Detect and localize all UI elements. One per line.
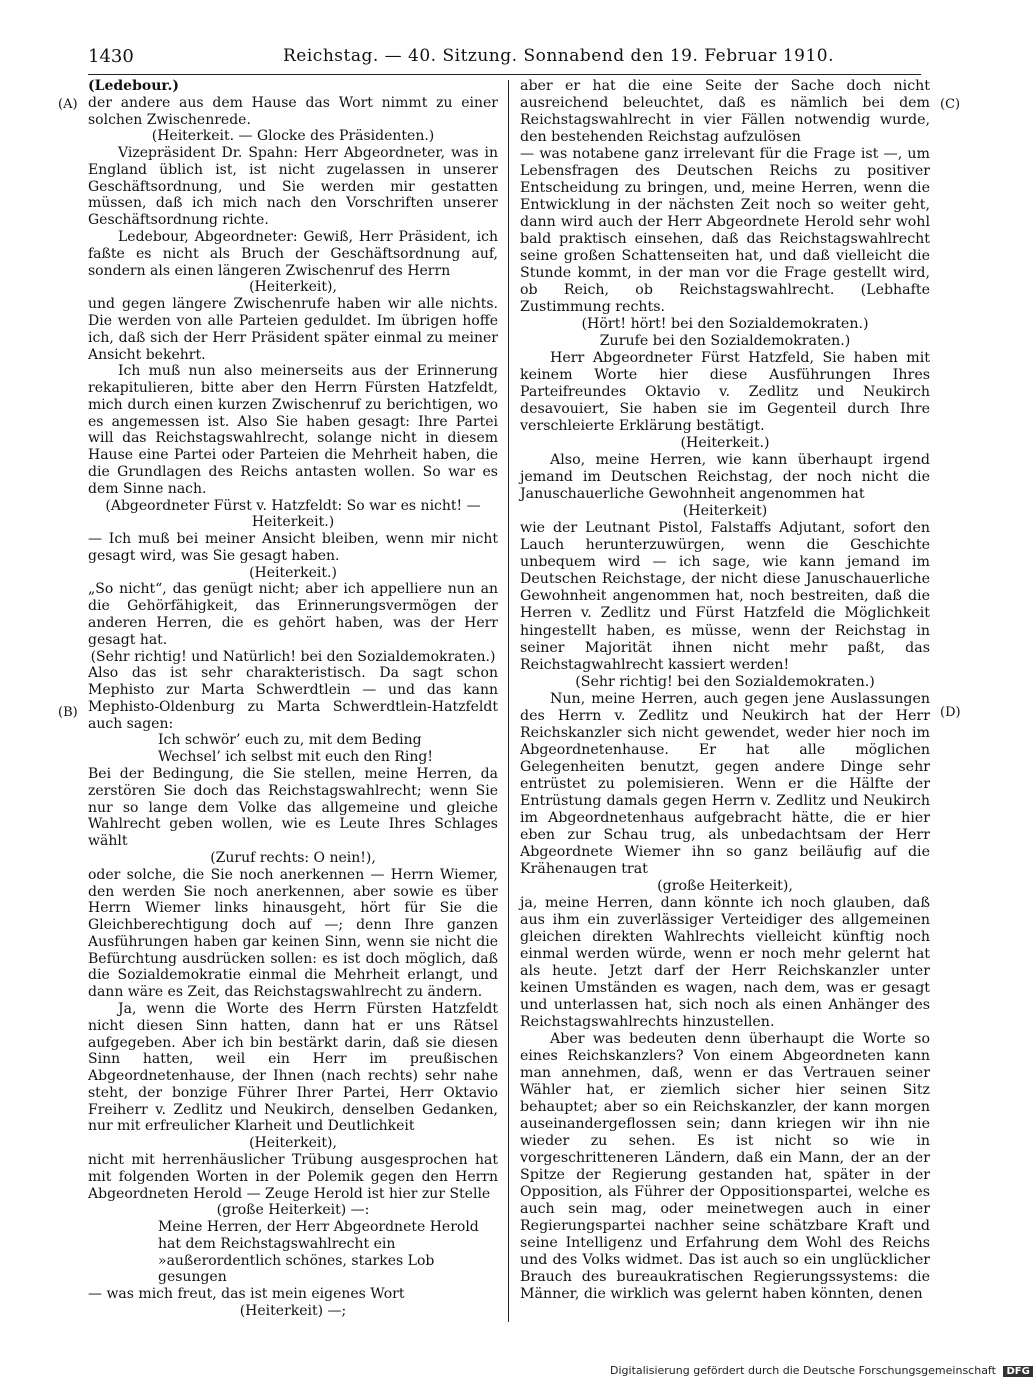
paragraph: — was notabene ganz irrelevant für die Frage ist —, um Lebensfragen des Deutschen Reichs zu positiver Entscheidung zu bringen, und, meine Herren, wenn die Entwicklung in der nächsten Zeit noch so weiter geht, dann wird auch der Herr Abgeordnete Herold sehr wohl bald praktisch einsehen, daß das Reichstagswahlrecht seine großen Schattenseiten hat, und daß vielleicht die Stunde kommt, in der man vor die Frage gestellt wird, ob Reich, ob Reichstagswahlrecht. (Lebhafte Zustimmung rechts.: [520, 146, 930, 316]
paragraph: ja, meine Herren, dann könnte ich noch glauben, daß aus ihm ein zuverlässiger Verteidiger des allgemeinen gleichen direkten Wahlrechts vielleicht künftig noch einmal werden würde, wenn er noch mehr gelernt hat als heute. Jetzt darf der Herr Reichskanzler unter keinen Umständen es wagen, nach dem, was er gesagt und unterlassen hat, sich noch als einen Anhänger des Reichstagswahlrechts hinzustellen.: [520, 894, 930, 1030]
paragraph: (Heiterkeit. — Glocke des Präsidenten.): [151, 128, 435, 145]
paragraph: (Ledebour.): [88, 78, 179, 94]
paragraph: (Heiterkeit) —;: [239, 1303, 347, 1320]
right-column: [520, 78, 930, 1303]
paragraph: und gegen längere Zwischenrufe haben wir alle nichts. Die werden von alle Parteien geduldet. Im übrigen hoffe ich, daß sich der Herr Präsident später einmal zu meiner Ansicht bekehrt.: [88, 296, 498, 363]
paragraph: Ledebour, Abgeordneter: Gewiß, Herr Präsident, ich faßte es nicht als Bruch der Geschäftsordnung auf, sondern als einen längeren Zwischenruf des Herrn: [88, 229, 498, 279]
margin-marker-c: (C): [940, 97, 961, 112]
margin-marker-a: (A): [58, 97, 78, 112]
paragraph: (Sehr richtig! und Natürlich! bei den Sozialdemokraten.): [90, 648, 496, 665]
paragraph: (Heiterkeit): [682, 503, 768, 520]
page-header: [88, 46, 920, 72]
paragraph: (Heiterkeit.): [249, 564, 337, 581]
column-divider: [508, 80, 509, 1322]
paragraph: (große Heiterkeit) —:: [216, 1202, 370, 1219]
paragraph: Ja, wenn die Worte des Herrn Fürsten Hatzfeldt nicht diesen Sinn hatten, dann hat er uns Rätsel aufgegeben. Aber ich bin bestärkt darin, daß sie diesen Sinn hatten, weil ein Herr im preußischen Abgeordnetenhause, der Ihnen (nach rechts) sehr nahe steht, der bonzige Führer Ihrer Partei, Herr Oktavio Freiherr v. Zedlitz und Neukirch, denselben Gedanken, nur mit erfreulicher Klarheit und Deutlichkeit: [88, 1000, 498, 1135]
paragraph: „So nicht“, das genügt nicht; aber ich appelliere nun an die Gehörfähigkeit, das Erinnerungsvermögen der anderen Herren, die es gehört haben, was der Herr gesagt hat.: [88, 581, 498, 648]
paragraph: (Heiterkeit.): [680, 435, 770, 452]
paragraph: (Abgeordneter Fürst v. Hatzfeldt: So war es nicht! — Heiterkeit.): [105, 497, 481, 531]
paragraph: nicht mit herrenhäuslicher Trübung ausgesprochen hat mit folgenden Worten in der Polemik gegen den Herrn Abgeordneten Herold — Zeuge Herold ist hier zur Stelle: [88, 1152, 498, 1202]
paragraph: — Ich muß bei meiner Ansicht bleiben, wenn mir nicht gesagt wird, was Sie gesagt haben.: [88, 531, 498, 564]
paragraph: Herr Abgeordneter Fürst Hatzfeld, Sie haben mit keinem Worte hier diese Ausführungen Ihres Parteifreundes Oktavio v. Zedlitz und Neukirch desavouiert, Sie haben sie im Gegenteil durch Ihre verschleierte Erklärung bestätigt.: [520, 350, 930, 435]
paragraph: (Hört! hört! bei den Sozialdemokraten.): [581, 316, 869, 333]
footer-credit: [610, 1364, 1033, 1377]
left-column: [88, 78, 498, 1320]
page-number: 1430: [88, 46, 134, 67]
paragraph: Ich schwör’ euch zu, mit dem Beding: [158, 732, 422, 749]
paragraph: Zurufe bei den Sozialdemokraten.): [599, 333, 851, 350]
paragraph: (große Heiterkeit),: [657, 877, 793, 894]
paragraph: aber er hat die eine Seite der Sache doch nicht ausreichend beleuchtet, daß es nämlich bei dem Reichstagswahlrecht in vier Fällen notwendig wurde, den bestehenden Reichstag aufzulösen: [520, 78, 930, 146]
paragraph: (Heiterkeit),: [249, 279, 337, 296]
paragraph: Bei der Bedingung, die Sie stellen, meine Herren, da zerstören Sie doch das Reichstagswahlrecht; wenn Sie nur so lange dem Volke das allgemeine und gleiche Wahlrecht geben wollen, wie es Leute Ihres Schlages wählt: [88, 766, 498, 850]
paragraph: Vizepräsident Dr. Spahn: Herr Abgeordneter, was in England üblich ist, ist nicht zugelassen in unserer Geschäftsordnung, und Sie werden mir gestatten müssen, daß ich mich nach den Vorschriften unserer Geschäftsordnung richte.: [88, 145, 498, 229]
paragraph: Nun, meine Herren, auch gegen jene Auslassungen des Herrn v. Zedlitz und Neukirch hat der Herr Reichskanzler sich nicht gewendet, weder hier noch im Abgeordnetenhause. Er hat alle möglichen Gelegenheiten benutzt, gegen andere Dinge sehr entrüstet zu polemisieren. Wenn er die Hälfte der Entrüstung damals gegen Herrn v. Zedlitz und Neukirch im Abgeordnetenhaus aufgebracht hätte, die er hier eben zur Schau trug, als unbedachtsam der Herr Abgeordnete Wiemer ihn so ganz beiläufig auf die Krähenaugen trat: [520, 690, 930, 877]
paragraph: Also, meine Herren, wie kann überhaupt irgend jemand im Deutschen Reichstag, der noch nicht die Januschauerliche Gewohnheit angenommen hat: [520, 452, 930, 503]
margin-marker-b: (B): [58, 705, 78, 720]
paragraph: — was mich freut, das ist mein eigenes Wort: [88, 1286, 405, 1303]
paragraph: (Zuruf rechts: O nein!),: [210, 849, 376, 866]
paragraph: Ich muß nun also meinerseits aus der Erinnerung rekapitulieren, bitte aber den Herrn Fürsten Hatzfeldt, mich durch einen kurzen Zwischenruf zu berichtigen, wo es angemessen ist. Also Sie haben gesagt: Ihre Partei will das Reichstagswahlrecht, solange nicht in diesem Hause eine Partei oder Parteien die Mehrheit haben, die die Grundlagen des Reichs antasten wollen. So war es dem Sinne nach.: [88, 363, 498, 497]
footer-text: Digitalisierung gefördert durch die Deutsche Forschungsgemeinschaft: [610, 1364, 996, 1377]
paragraph: Wechsel’ ich selbst mit euch den Ring!: [158, 749, 433, 766]
paragraph: (Sehr richtig! bei den Sozialdemokraten.): [575, 673, 875, 690]
paragraph: oder solche, die Sie noch anerkennen — Herrn Wiemer, den werden Sie noch anerkennen, aber sowie es über Herrn Wiemer links hinausgeht, hört für Sie die Gleichberechtigung doch auf —; denn Ihre ganzen Ausführungen haben gar keinen Sinn, wenn sie nicht die Befürchtung ausdrücken sollen: es ist doch möglich, daß die Sozialdemokratie einmal die Mehrheit erlangt, und dann wäre es Zeit, das Reichstagswahlrecht zu ändern.: [88, 866, 498, 1001]
paragraph: (Heiterkeit),: [249, 1135, 337, 1152]
margin-marker-d: (D): [940, 705, 961, 720]
header-rule: [88, 74, 921, 75]
paragraph: Also das ist sehr charakteristisch. Da sagt schon Mephisto zur Marta Schwerdtlein — und das kann Mephisto-Oldenburg zu Marta Schwerdtlein-Hatzfeldt auch sagen:: [88, 665, 498, 732]
dfg-logo: DFG: [1003, 1366, 1032, 1377]
paragraph: der andere aus dem Hause das Wort nimmt zu einer solchen Zwischenrede.: [88, 94, 498, 128]
running-title: Reichstag. — 40. Sitzung. Sonnabend den 19. Februar 1910.: [283, 46, 834, 66]
paragraph: wie der Leutnant Pistol, Falstaffs Adjutant, sofort den Lauch herunterzuwürgen, wenn die Geschichte unbequem wird — ich sage, wie kann jemand im Deutschen Reichstage, der nicht diese Januschauerliche Gewohnheit angenommen hat, noch bestreiten, daß die Herren v. Zedlitz und Fürst Hatzfeld die Möglichkeit hingestellt haben, es müsse, wenn der Reichstag in seiner Majorität ihnen nicht mehr paßt, das Reichstagwahlrecht kassiert werden!: [520, 520, 930, 673]
paragraph: Meine Herren, der Herr Abgeordnete Herold hat dem Reichstagswahlrecht ein »außerordentlich schönes, starkes Lob gesungen: [158, 1219, 479, 1286]
paragraph: Aber was bedeuten denn überhaupt die Worte so eines Reichskanzlers? Von einem Abgeordneten kann man annehmen, daß, wenn er das Vertrauen seiner Wähler hat, er ziemlich sicher hier seinen Sitz behauptet; aber so ein Reichskanzler, der kann morgen auseinandergeflossen sein; dann kriegen wir ihn nie wieder zu sehen. Es ist nicht so wie in vorgeschritteneren Ländern, daß ein Mann, der an der Spitze der Regierung gestanden hat, später in der Opposition, als Führer der Oppositionspartei, welche es auch sein mag, oder meinetwegen auch in einer Regierungspartei nachher seine schätzbare Kraft und seine Intelligenz und Erfahrung dem Wohl des Reichs und des Volks widmet. Das ist auch so ein unglücklicher Brauch des bureaukratischen Regierungssystems: die Männer, die wirklich was gelernt haben könnten, denen: [520, 1030, 930, 1303]
